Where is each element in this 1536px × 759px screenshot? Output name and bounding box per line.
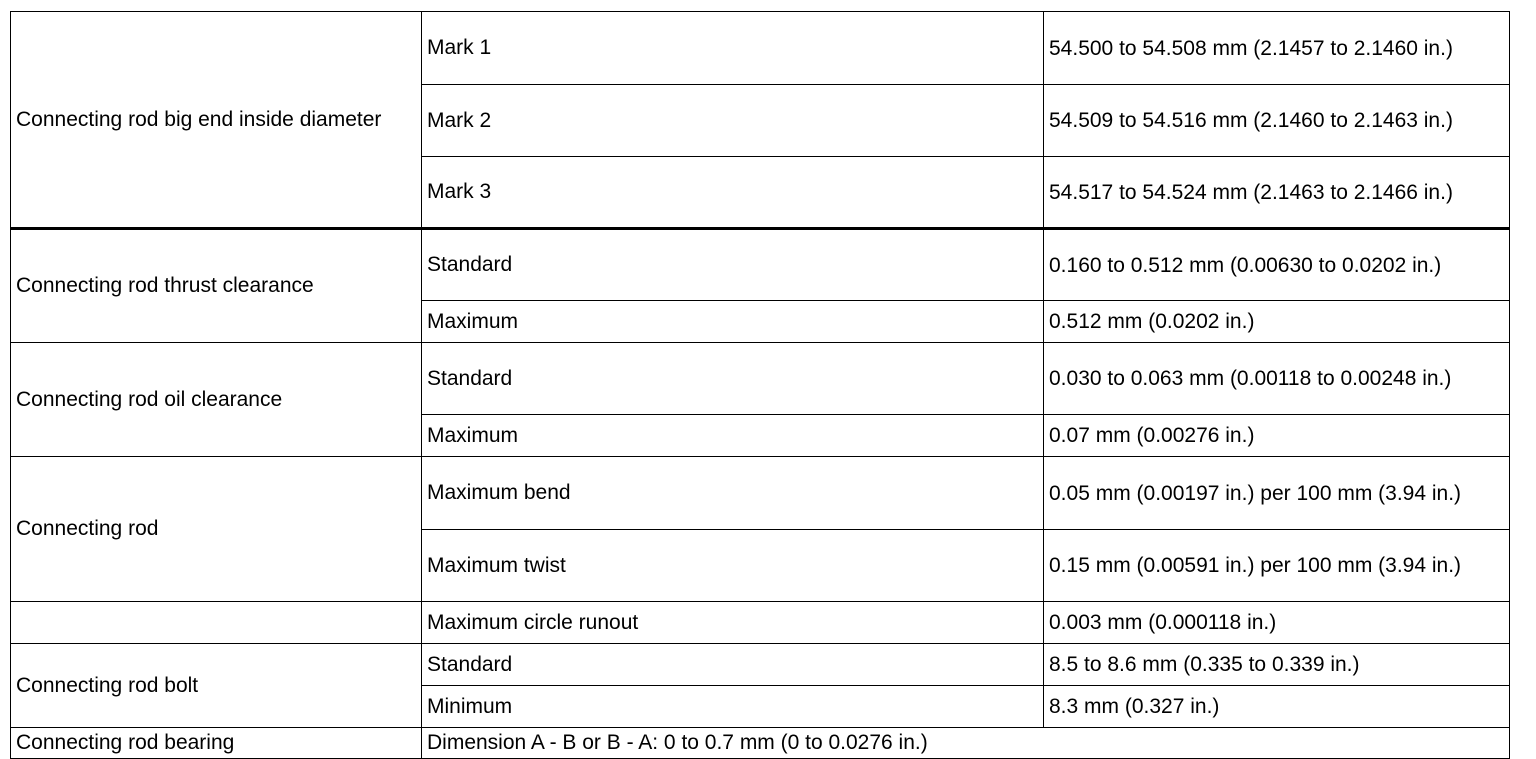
item-label: Minimum (422, 686, 1044, 728)
item-label: Mark 2 (422, 85, 1044, 157)
table-row (11, 229, 1510, 301)
item-label: Standard (422, 343, 1044, 415)
spec-value: 8.5 to 8.6 mm (0.335 to 0.339 in.) (1044, 644, 1510, 686)
group-label: Connecting rod bolt (11, 644, 422, 728)
table-row (11, 343, 1510, 415)
spec-value: 8.3 mm (0.327 in.) (1044, 686, 1510, 728)
spec-value: 0.07 mm (0.00276 in.) (1044, 415, 1510, 457)
group-label (11, 602, 422, 644)
item-label: Maximum twist (422, 530, 1044, 602)
group-label: Connecting rod (11, 457, 422, 602)
item-label: Mark 3 (422, 157, 1044, 229)
table-row (11, 457, 1510, 530)
item-label: Maximum bend (422, 457, 1044, 530)
table-row (11, 12, 1510, 85)
item-label: Dimension A - B or B - A: 0 to 0.7 mm (0 to 0.0276 in.) (422, 728, 1510, 759)
group-label: Connecting rod bearing (11, 728, 422, 759)
table-row (11, 602, 1510, 644)
item-label: Maximum (422, 301, 1044, 343)
spec-value: 0.003 mm (0.000118 in.) (1044, 602, 1510, 644)
spec-value: 54.509 to 54.516 mm (2.1460 to 2.1463 in.) (1044, 85, 1510, 157)
group-label: Connecting rod oil clearance (11, 343, 422, 457)
table-row (11, 644, 1510, 686)
spec-value: 0.030 to 0.063 mm (0.00118 to 0.00248 in.) (1044, 343, 1510, 415)
item-label: Standard (422, 229, 1044, 301)
spec-value: 0.15 mm (0.00591 in.) per 100 mm (3.94 in.) (1044, 530, 1510, 602)
item-label: Standard (422, 644, 1044, 686)
spec-table (10, 11, 1510, 759)
spec-value: 0.512 mm (0.0202 in.) (1044, 301, 1510, 343)
item-label: Mark 1 (422, 12, 1044, 85)
spec-value: 54.500 to 54.508 mm (2.1457 to 2.1460 in.) (1044, 12, 1510, 85)
item-label: Maximum circle runout (422, 602, 1044, 644)
spec-value: 0.05 mm (0.00197 in.) per 100 mm (3.94 in.) (1044, 457, 1510, 530)
group-label: Connecting rod thrust clearance (11, 229, 422, 343)
table-row (11, 728, 1510, 759)
group-label: Connecting rod big end inside diameter (11, 12, 422, 229)
spec-value: 54.517 to 54.524 mm (2.1463 to 2.1466 in.) (1044, 157, 1510, 229)
spec-value: 0.160 to 0.512 mm (0.00630 to 0.0202 in.) (1044, 229, 1510, 301)
item-label: Maximum (422, 415, 1044, 457)
